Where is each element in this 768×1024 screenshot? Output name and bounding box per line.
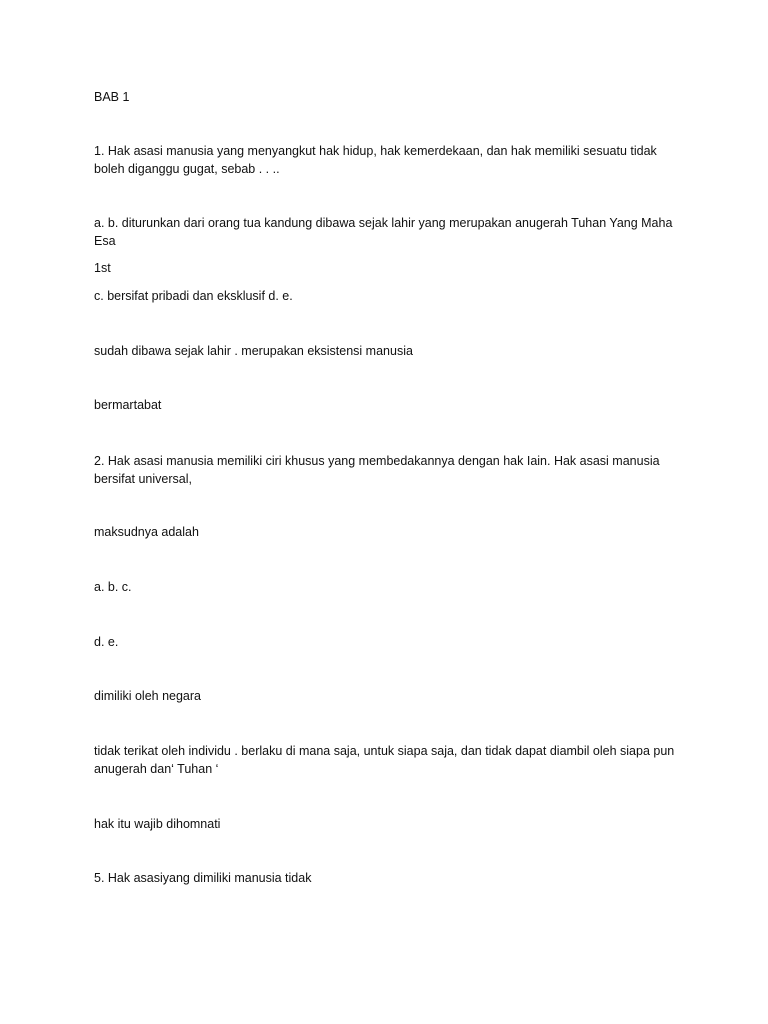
question-2-labels-de: d. e. xyxy=(94,635,119,649)
question-1-option-cde: c. bersifat pribadi dan eksklusif d. e. xyxy=(94,289,293,303)
question-2-text: 2. Hak asasi manusia memiliki ciri khusus yang membedakannya dengan hak Iain. Hak asasi manusia bersifat universal, xyxy=(94,454,660,486)
chapter-heading: BAB 1 xyxy=(94,90,130,104)
question-2-option-line-1: dimiliki oleh negara xyxy=(94,689,202,703)
question-2-option-line-2: tidak terikat oleh individu . berlaku di mana saja, untuk siapa saja, dan tidak dapat diambil oleh siapa pun anugerah dan‘ Tuhan ‘ xyxy=(94,744,675,776)
question-2-text-continued: maksudnya adalah xyxy=(94,525,199,539)
question-2-option-line-3: hak itu wajib dihomnati xyxy=(94,817,221,831)
question-5-text: 5. Hak asasiyang dimiliki manusia tidak xyxy=(94,871,312,885)
question-1-text: 1. Hak asasi manusia yang menyangkut hak hidup, hak kemerdekaan, dan hak memiliki sesuatu tidak boleh diganggu gugat, sebab . . .. xyxy=(94,144,657,176)
marker-1st: 1st xyxy=(94,261,111,275)
question-2-labels-abc: a. b. c. xyxy=(94,580,132,594)
question-1-option-ab: a. b. diturunkan dari orang tua kandung dibawa sejak lahir yang merupakan anugerah Tuhan Yang Maha Esa xyxy=(94,216,673,248)
question-1-option-line-4: bermartabat xyxy=(94,398,162,412)
question-1-option-line-3: sudah dibawa sejak lahir . merupakan eksistensi manusia xyxy=(94,344,413,358)
